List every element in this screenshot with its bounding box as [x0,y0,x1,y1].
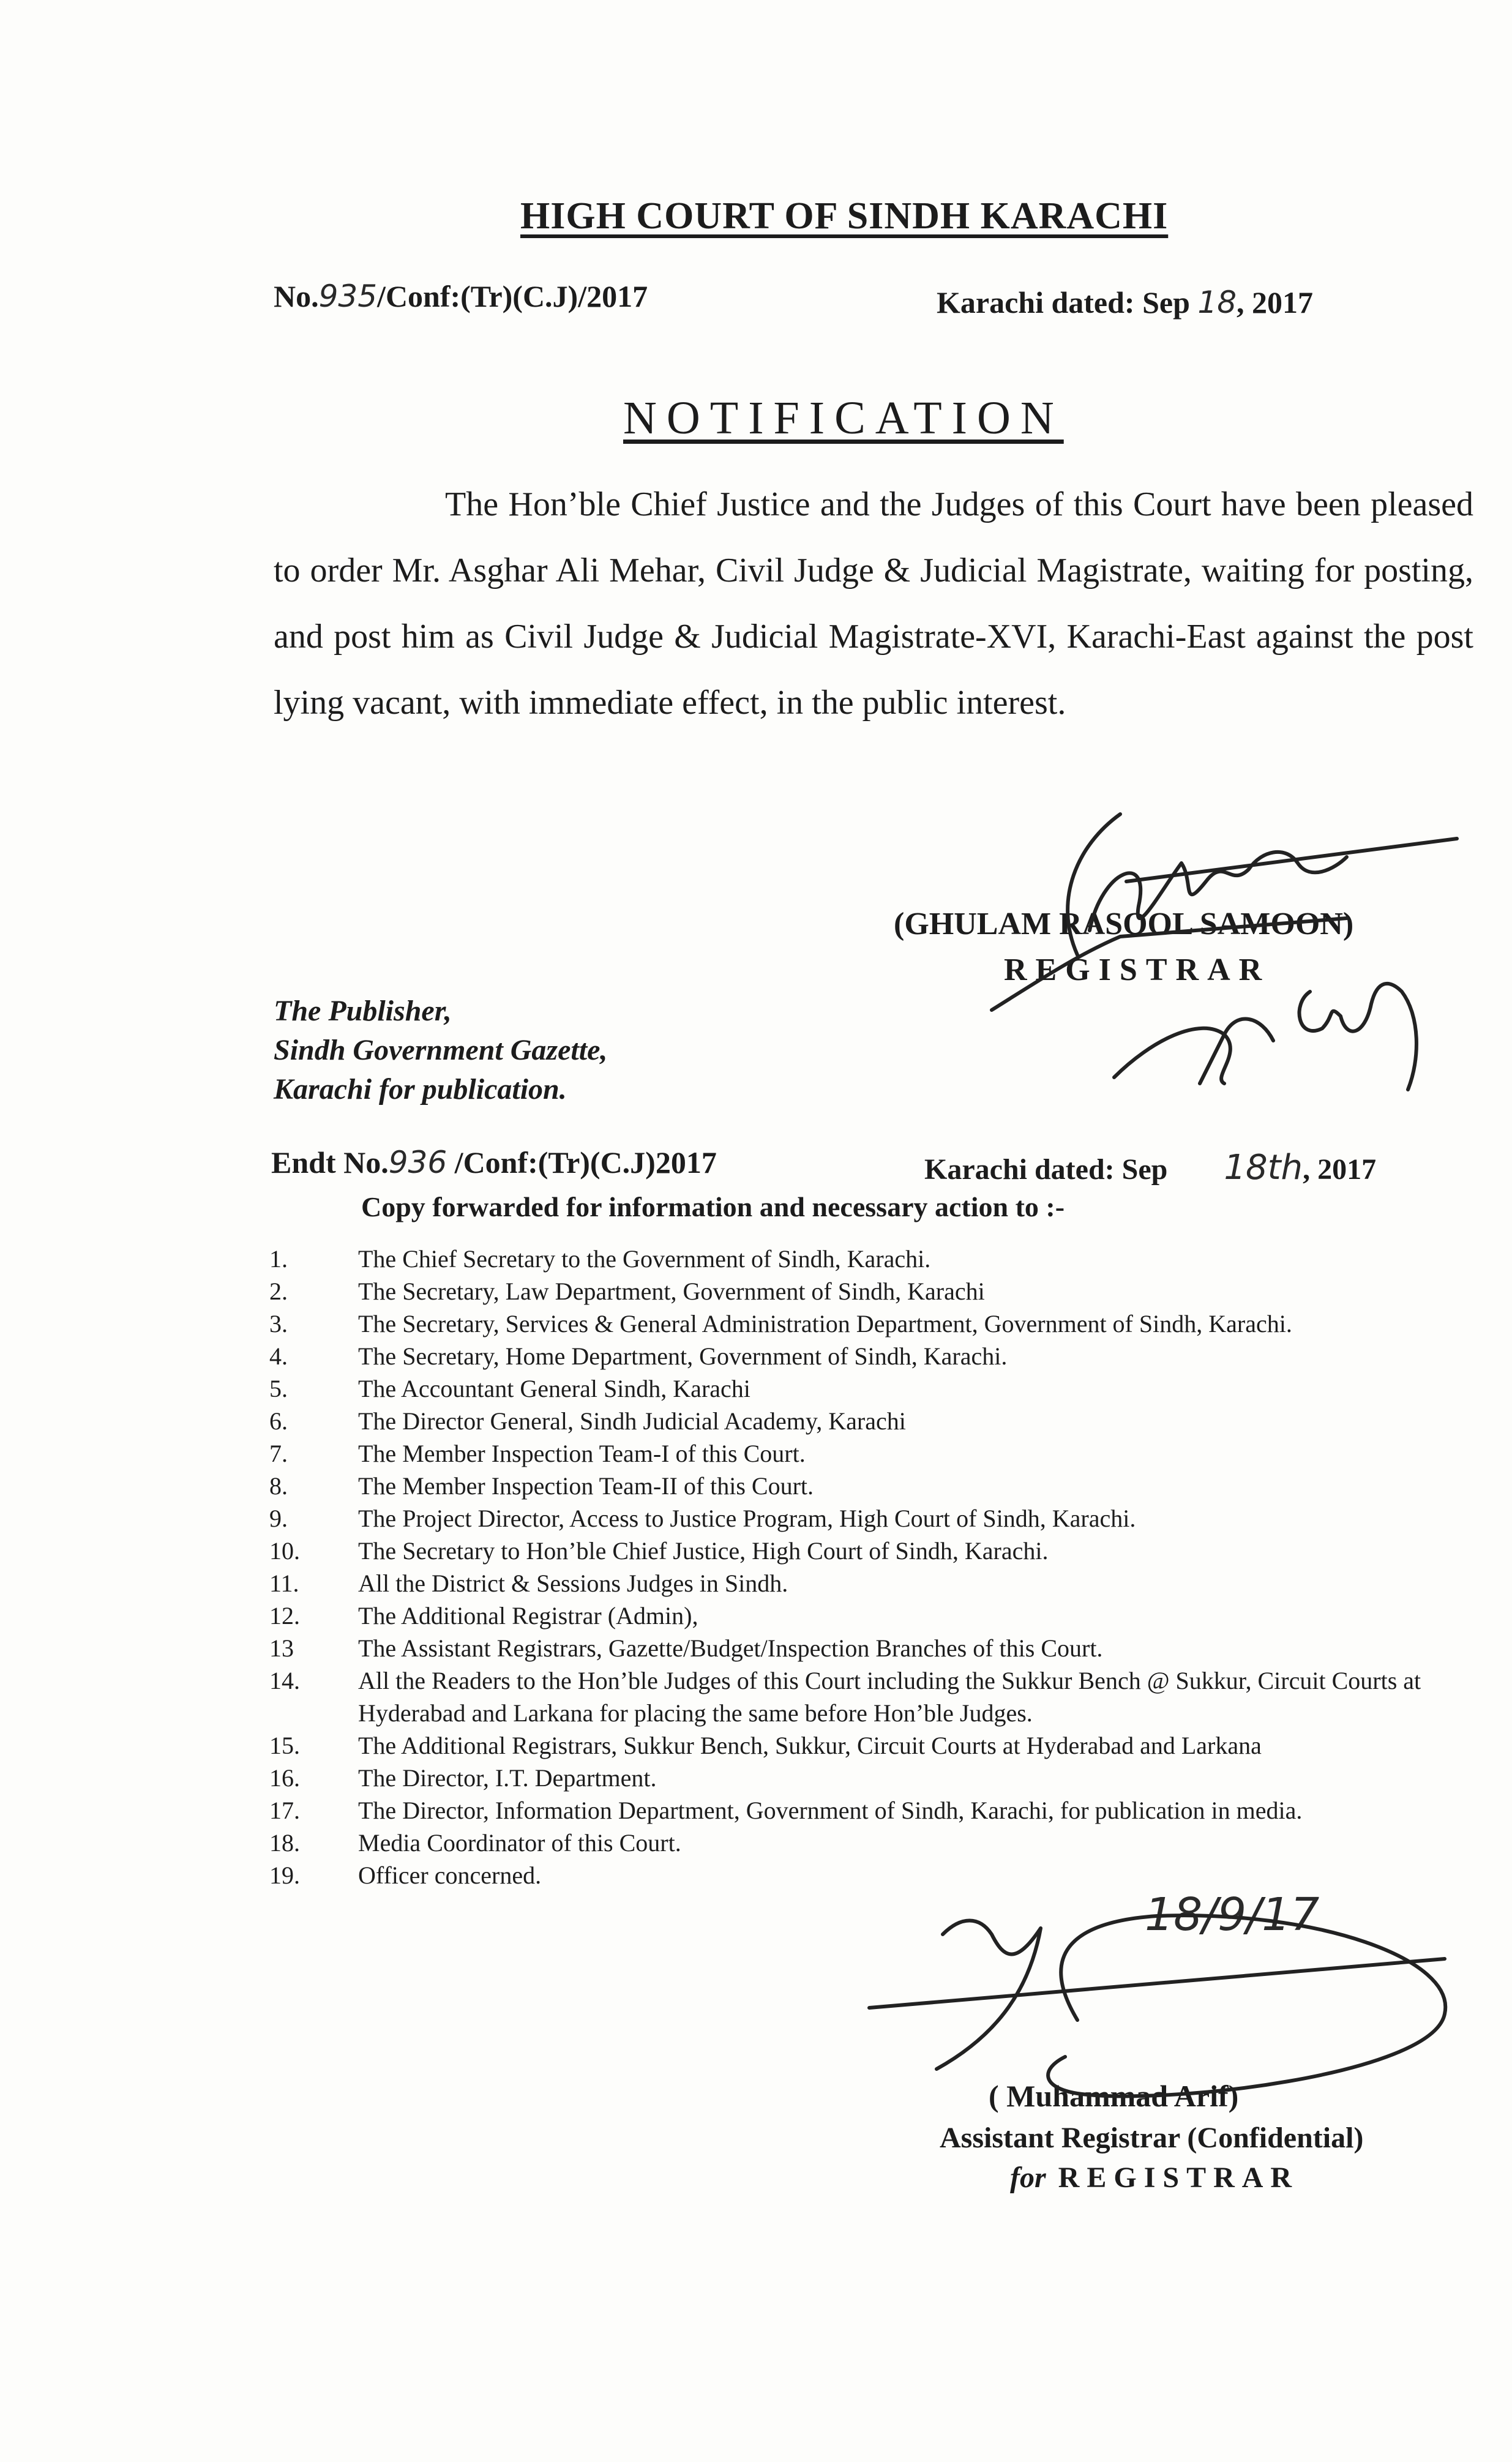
list-item-text: The Project Director, Access to Justice Program, High Court of Sindh, Karachi. [358,1505,1136,1532]
assistant-registrar-title: Assistant Registrar (Confidential) [940,2122,1364,2154]
list-item-text: The Additional Registrar (Admin), [358,1602,698,1629]
date-day-handwritten: 18 [1197,285,1237,320]
list-item-number: 4. [269,1342,288,1370]
list-item-text: The Director, Information Department, Government of Sindh, Karachi, for publication in media. [358,1797,1303,1824]
publisher-line-2: Sindh Government Gazette, [274,1034,608,1066]
list-item-text: The Additional Registrars, Sukkur Bench, Sukkur, Circuit Courts at Hyderabad and Larkana [358,1732,1262,1759]
list-item-text: The Accountant General Sindh, Karachi [358,1375,750,1402]
list-item-text: The Secretary, Home Department, Government of Sindh, Karachi. [358,1342,1008,1370]
list-item-text: The Chief Secretary to the Government of Sindh, Karachi. [358,1245,931,1273]
list-item-number: 2. [269,1278,288,1305]
ref-number-handwritten: 935 [318,279,378,314]
list-item-number: 12. [269,1602,300,1629]
list-item-number: 10. [269,1537,300,1565]
notification-title: NOTIFICATION [623,392,1064,444]
endt-number-handwritten: 936 [388,1145,447,1180]
list-item-number: 1. [269,1245,288,1273]
list-item-number: 16. [269,1764,300,1792]
list-item-text: The Member Inspection Team-II of this Court. [358,1472,814,1500]
assistant-registrar-name: ( Muhammad Arif) [989,2079,1239,2113]
list-item-number: 14. [269,1667,300,1694]
list-item-text: Media Coordinator of this Court. [358,1829,681,1857]
publisher-line-3: Karachi for publication. [274,1073,567,1106]
list-item-text: The Secretary, Services & General Administration Department, Government of Sindh, Karachi. [358,1310,1292,1338]
list-item-text: All the Readers to the Hon’ble Judges of this Court including the Sukkur Bench @ Sukkur, Circuit Courts at Hyderabad and Larkana for placing the same before Hon’ble Judges. [358,1667,1421,1727]
publisher-line-1: The Publisher, [274,995,452,1027]
for-word: for [1010,2161,1046,2194]
list-item-text: The Secretary to Hon’ble Chief Justice, High Court of Sindh, Karachi. [358,1537,1049,1565]
list-item-number: 9. [269,1505,288,1532]
list-item-number: 6. [269,1407,288,1435]
list-item-text: The Director General, Sindh Judicial Academy, Karachi [358,1407,906,1435]
list-item-text: The Director, I.T. Department. [358,1764,657,1792]
list-item-number: 15. [269,1732,300,1759]
list-item-number: 3. [269,1310,288,1338]
list-item-number: 13 [269,1634,294,1662]
endt-suffix: /Conf:(Tr)(C.J)2017 [447,1145,717,1180]
date-prefix: Karachi dated: Sep [937,285,1190,320]
ref-prefix: No. [274,279,319,313]
assistant-registrar-signature-icon [869,1915,1445,2096]
endt-date-prefix: Karachi dated: Sep [924,1153,1168,1186]
list-item-number: 7. [269,1440,288,1467]
list-item-number: 5. [269,1375,288,1402]
date-suffix: , 2017 [1237,285,1314,320]
handwritten-date: 18/9/17 [1145,1888,1320,1941]
copy-forwarded-line: Copy forwarded for information and necessary action to :- [361,1191,1065,1222]
endt-prefix: Endt No. [271,1145,389,1180]
ref-suffix: /Conf:(Tr)(C.J)/2017 [377,279,648,313]
list-item-text: The Secretary, Law Department, Government of Sindh, Karachi [358,1278,985,1305]
endt-date-day-handwritten: 18th [1224,1148,1303,1188]
list-item-text: All the District & Sessions Judges in Sindh. [358,1570,788,1597]
list-item-number: 8. [269,1472,288,1500]
notification-body: The Hon’ble Chief Justice and the Judges of this Court have been pleased to order Mr. Asghar Ali Mehar, Civil Judge & Judicial Magistrate, waiting for posting, and post him as Civil Judge & Judicial Magistrate-XVI, Karachi-East against the post lying vacant, with immediate effect, in the public interest. [274,485,1473,722]
list-item-number: 18. [269,1829,300,1857]
list-item-number: 19. [269,1861,300,1889]
list-item-number: 11. [269,1570,299,1597]
list-item-text: The Assistant Registrars, Gazette/Budget/Inspection Branches of this Court. [358,1634,1103,1662]
registrar-name: (GHULAM RASOOL SAMOON) [894,907,1354,941]
list-item-text: Officer concerned. [358,1861,542,1889]
endt-date-suffix: , 2017 [1303,1153,1377,1186]
list-item-text: The Member Inspection Team-I of this Court. [358,1440,806,1467]
registrar-title: REGISTRAR [1004,952,1271,987]
list-item-number: 17. [269,1797,300,1824]
court-heading: HIGH COURT OF SINDH KARACHI [520,195,1169,237]
for-registrar-title: REGISTRAR [1058,2161,1300,2194]
registrar-signature-icon [992,814,1457,1090]
